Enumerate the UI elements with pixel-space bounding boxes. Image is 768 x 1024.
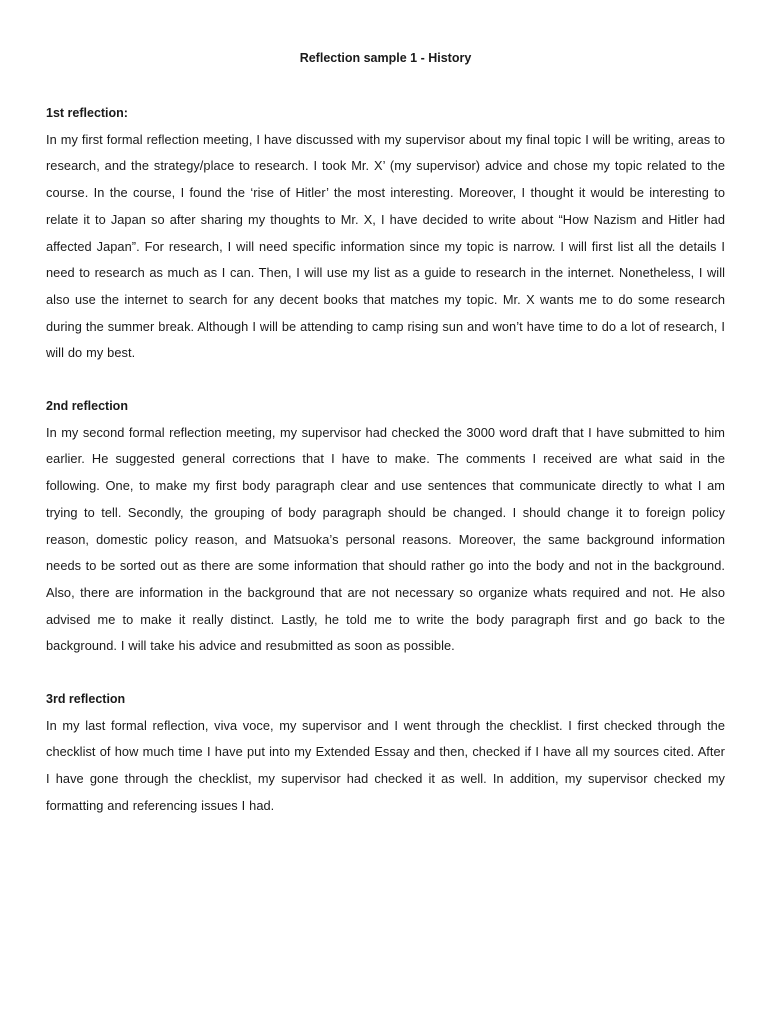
reflection-body-2: In my second formal reflection meeting, my supervisor had checked the 3000 word draft that I have submitted to him earlier. He suggested general corrections that I have to make. The comments I received are what said in the following. One, to make my first body paragraph clear and use sentences that communicate directly to what I am trying to tell. Secondly, the grouping of body paragraph should be changed. I should change it to foreign policy reason, domestic policy reason, and Matsuoka’s personal reasons. Moreover, the same background information needs to be sorted out as there are some information that should rather go into the body and not in the background. Also, there are information in the background that are not necessary so organize whats required and not. He also advised me to make it really distinct. Lastly, he told me to write the body paragraph first and go back to the background. I will take his advice and resubmitted as soon as possible.	[46, 424, 725, 654]
reflection-section-2	[46, 393, 725, 660]
reflection-heading-1: 1st reflection:	[46, 106, 128, 120]
reflection-section-3	[46, 686, 725, 820]
reflection-heading-2: 2nd reflection	[46, 399, 128, 414]
reflection-body-1: In my first formal reflection meeting, I have discussed with my supervisor about my final topic I will be writing, areas to research, and the strategy/place to research. I took Mr. X’ (my supervisor) advice and chose my topic related to the course. In the course, I found the ‘rise of Hitler’ the most interesting. Moreover, I thought it would be interesting to relate it to Japan so after sharing my thoughts to Mr. X, I have decided to write about “How Nazism and Hitler had affected Japan”. For research, I will need specific information since my topic is narrow. I will first list all the details I need to research as much as I can. Then, I will use my list as a guide to research in the internet. Nonetheless, I will also use the internet to search for any decent books that matches my topic. Mr. X wants me to do some research during the summer break. Although I will be attending to camp rising sun and won’t have time to do a lot of research, I will do my best.	[46, 131, 725, 361]
reflection-section-1	[46, 100, 725, 367]
reflection-heading-3: 3rd reflection	[46, 692, 126, 707]
document-page	[46, 48, 725, 846]
reflection-body-3: In my last formal reflection, viva voce, my supervisor and I went through the checklist. I first checked through the checklist of how much time I have put into my Extended Essay and then, checked if I have all my sources cited. After I have gone through the checklist, my supervisor had checked it as well. In addition, my supervisor checked my formatting and referencing issues I had.	[46, 717, 725, 813]
document-title: Reflection sample 1 - History	[299, 51, 472, 65]
